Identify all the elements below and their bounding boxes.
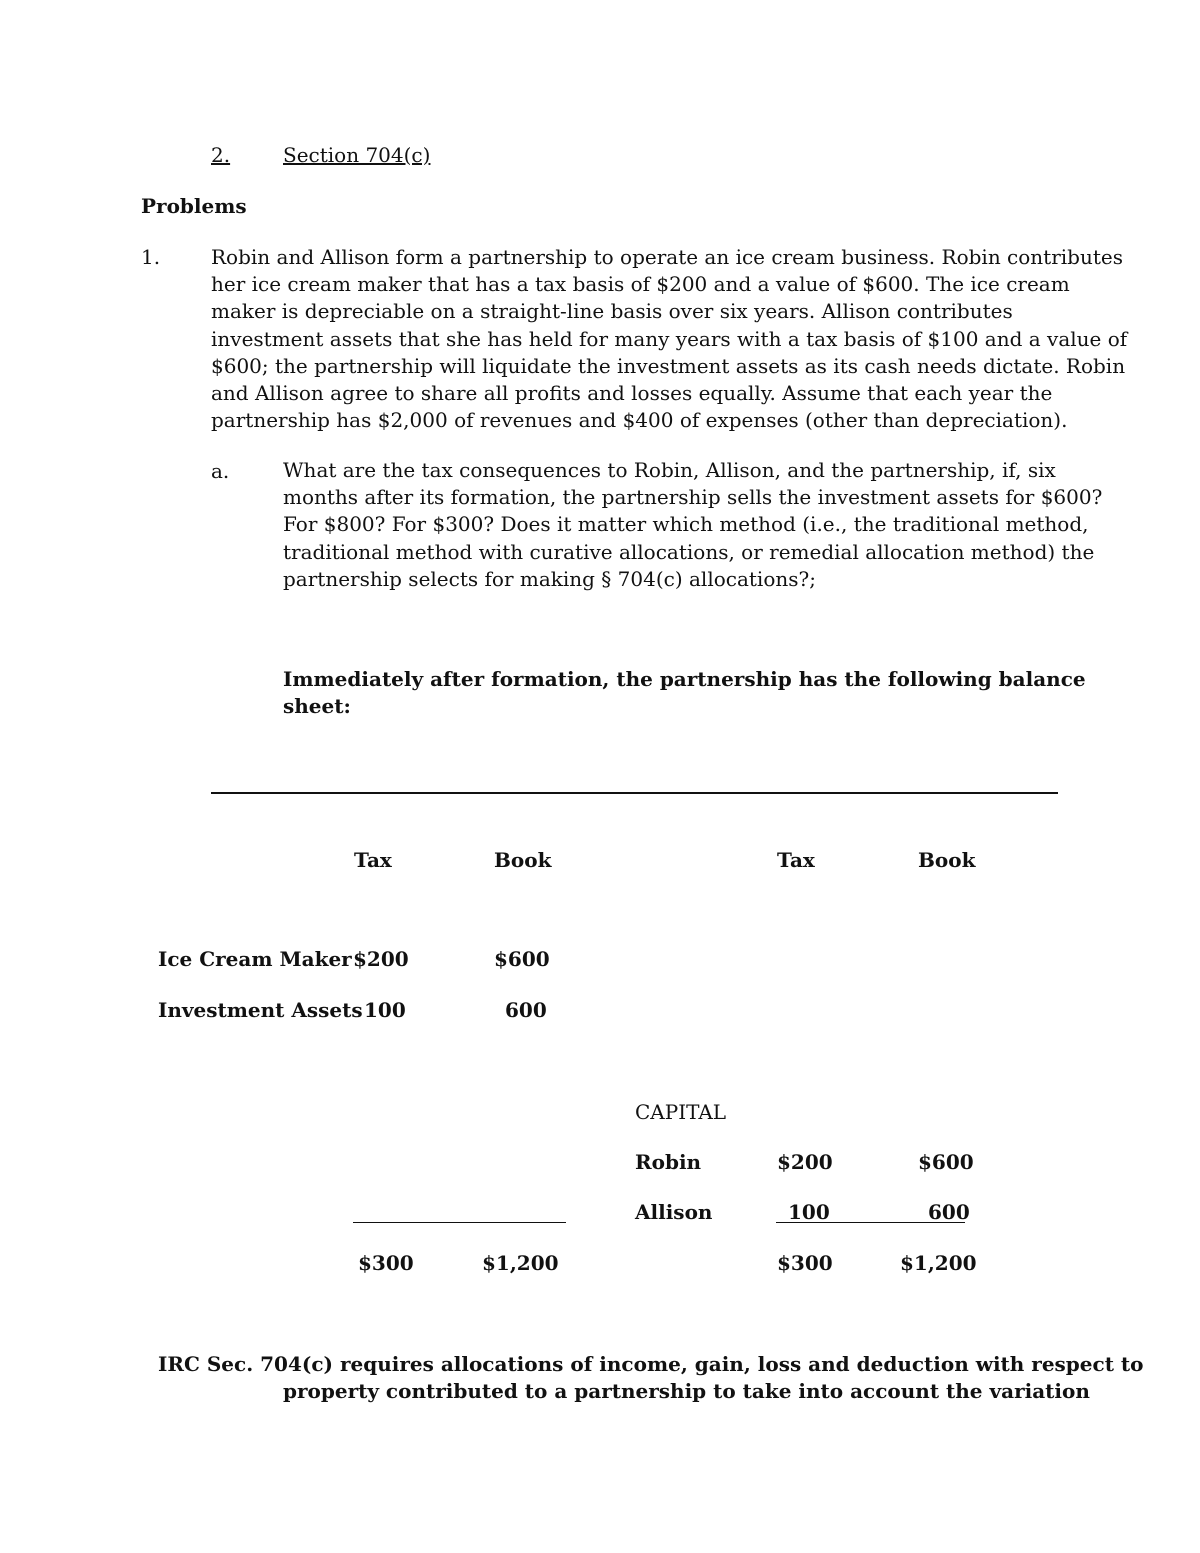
problem-1-line: her ice cream maker that has a tax basis of $200 and a value of $600. The ice cream bbox=[211, 272, 1070, 297]
section-number: 2. bbox=[211, 143, 231, 167]
assets-book-header: Book bbox=[494, 848, 552, 872]
balance-sheet-top-rule bbox=[211, 792, 1058, 794]
problems-heading: Problems bbox=[141, 194, 247, 218]
problem-1-line: partnership has $2,000 of revenues and $400 of expenses (other than depreciation). bbox=[211, 408, 1068, 433]
subquestion-a-line: months after its formation, the partnership sells the investment assets for $600? bbox=[283, 485, 1103, 510]
capital-partner-label: Allison bbox=[635, 1200, 713, 1224]
assets-book-total: $1,200 bbox=[482, 1251, 559, 1275]
asset-label: Investment Assets bbox=[158, 998, 363, 1022]
capital-tax-header: Tax bbox=[777, 848, 815, 872]
problem-1-line: Robin and Allison form a partnership to operate an ice cream business. Robin contributes bbox=[211, 245, 1123, 269]
problem-1-line: $600; the partnership will liquidate the investment assets as its cash needs dictate. Robin bbox=[211, 353, 1126, 378]
capital-book-header: Book bbox=[918, 848, 976, 872]
capital-partner-label: Robin bbox=[635, 1150, 702, 1174]
problem-1-text bbox=[211, 244, 1127, 434]
intro-line: Immediately after formation, the partnership has the following balance bbox=[283, 667, 1086, 691]
capital-tax-total: $300 bbox=[777, 1251, 833, 1275]
capital-tax-value: 100 bbox=[788, 1200, 830, 1224]
asset-tax-value: $200 bbox=[353, 947, 409, 971]
subquestion-a-text bbox=[283, 457, 1102, 593]
problem-1-line: and Allison agree to share all profits and losses equally. Assume that each year the bbox=[211, 381, 1053, 406]
assets-tax-total: $300 bbox=[358, 1251, 414, 1275]
asset-book-value: 600 bbox=[505, 998, 547, 1022]
irc-line-2: property contributed to a partnership to take into account the variation bbox=[283, 1379, 1090, 1403]
capital-total-rule bbox=[776, 1222, 965, 1223]
subquestion-a-line: For $800? For $300? Does it matter which method (i.e., the traditional method, bbox=[283, 512, 1089, 537]
asset-label: Ice Cream Maker bbox=[158, 947, 352, 971]
asset-tax-value: 100 bbox=[364, 998, 406, 1022]
assets-total-rule bbox=[353, 1222, 566, 1223]
subquestion-a-line: partnership selects for making § 704(c) allocations?; bbox=[283, 566, 816, 591]
asset-book-value: $600 bbox=[494, 947, 550, 971]
capital-label: CAPITAL bbox=[635, 1100, 727, 1124]
problem-1-line: investment assets that she has held for many years with a tax basis of $100 and a value of bbox=[211, 326, 1128, 351]
subquestion-a-line: traditional method with curative allocations, or remedial allocation method) the bbox=[283, 539, 1095, 564]
problem-1-line: maker is depreciable on a straight-line basis over six years. Allison contributes bbox=[211, 299, 1013, 324]
assets-tax-header: Tax bbox=[354, 848, 392, 872]
subquestion-letter: a. bbox=[211, 459, 230, 483]
problem-number: 1. bbox=[141, 245, 161, 269]
capital-tax-value: $200 bbox=[777, 1150, 833, 1174]
irc-line-1: IRC Sec. 704(c) requires allocations of income, gain, loss and deduction with respect to bbox=[158, 1352, 1144, 1376]
capital-book-total: $1,200 bbox=[900, 1251, 977, 1275]
intro-line: sheet: bbox=[283, 694, 351, 719]
capital-book-value: $600 bbox=[918, 1150, 974, 1174]
capital-book-value: 600 bbox=[928, 1200, 970, 1224]
balance-sheet-intro bbox=[283, 666, 1086, 720]
subquestion-a-line: What are the tax consequences to Robin, Allison, and the partnership, if, six bbox=[283, 458, 1056, 482]
section-title: Section 704(c) bbox=[283, 143, 431, 167]
